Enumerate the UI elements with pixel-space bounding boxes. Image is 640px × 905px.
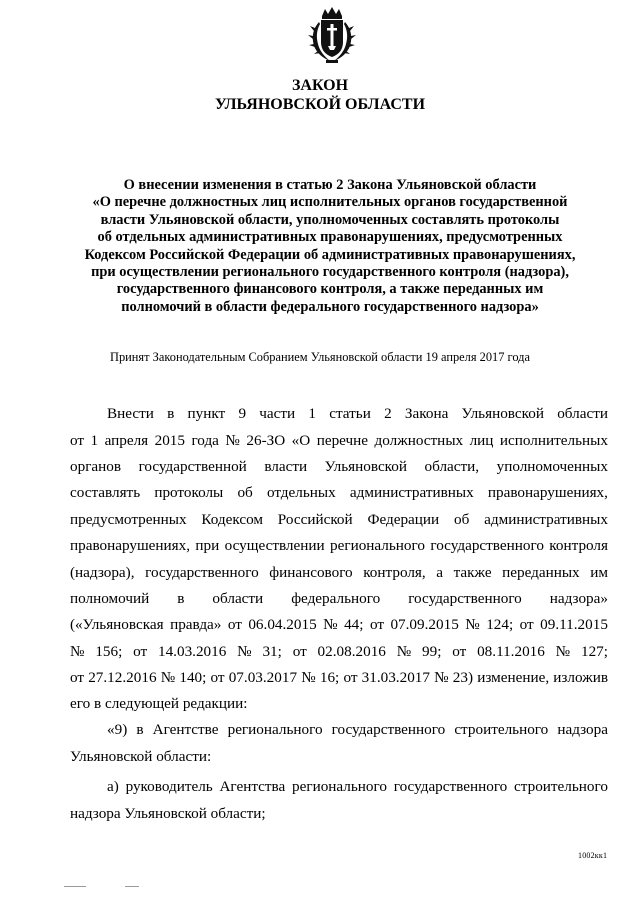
word: регионального [227, 721, 323, 739]
text-line [70, 507, 608, 533]
word: 02.08.2016 [317, 642, 386, 660]
word: надзора» [549, 589, 608, 607]
word: государственной [138, 457, 247, 475]
word: осуществлении [224, 537, 325, 555]
word: 2 [384, 405, 392, 423]
word: изложив [553, 669, 608, 687]
word: 44; [344, 616, 364, 634]
word: Федерации [367, 510, 440, 528]
word: в [167, 405, 175, 423]
word: № [225, 431, 240, 449]
word: от [70, 669, 85, 687]
law-title [0, 76, 640, 114]
word: 140; [179, 669, 207, 687]
word: пункт [187, 405, 226, 423]
text-line [70, 639, 608, 665]
word: № [237, 642, 252, 660]
text-line [70, 454, 608, 480]
text-line [70, 612, 608, 638]
word: должностных [374, 431, 464, 449]
word: а [436, 563, 444, 581]
word: от [369, 616, 384, 634]
word: 124; [486, 616, 514, 634]
word: надзора [557, 721, 608, 739]
coat-of-arms-icon [306, 6, 358, 64]
word: (надзора), [70, 563, 135, 581]
word: 09.11.2015 [540, 616, 608, 634]
word: власти [264, 457, 308, 475]
paragraph-item-a [70, 774, 608, 827]
word: от [519, 616, 534, 634]
word: № [301, 669, 316, 687]
word: строительного [454, 721, 549, 739]
word: апреля [104, 431, 149, 449]
subject-line: об отдельных административных правонарушениях, предусмотренных [97, 229, 563, 246]
text-line [70, 480, 608, 506]
subject-line: власти Ульяновской области, уполномоченных составлять протоколы [100, 211, 560, 228]
footer-line [125, 886, 139, 887]
word: от [70, 431, 85, 449]
word: области [212, 589, 264, 607]
subject-line: государственного финансового контроля, а также переданных им [116, 281, 544, 298]
word: при [195, 537, 220, 555]
subject-line: Кодексом Российской Федерации об административных правонарушениях, [84, 246, 576, 263]
word: изменение, [477, 669, 550, 687]
word: Внести [107, 405, 154, 423]
footer-line [64, 886, 86, 887]
word: 16; [319, 669, 340, 687]
word: им [590, 563, 608, 581]
word: руководитель [125, 778, 213, 796]
word: его в следующей редакции: [70, 695, 248, 713]
word: также [453, 563, 492, 581]
word: лиц [469, 431, 494, 449]
word: федерального [291, 589, 381, 607]
word: контроля [549, 537, 608, 555]
word: государственного [145, 563, 259, 581]
word: 2015 [154, 431, 185, 449]
word: 07.09.2015 [390, 616, 459, 634]
law-title-line2: УЛЬЯНОВСКОЙ ОБЛАСТИ [214, 96, 426, 113]
word: органов [70, 457, 122, 475]
word: Ульяновской области: [70, 747, 212, 765]
word: государственного [331, 721, 446, 739]
word: государственного [393, 778, 508, 796]
text-line [107, 774, 608, 800]
text-line [70, 427, 608, 453]
word: Ульяновской [461, 405, 544, 423]
word: правонарушениях, [70, 537, 191, 555]
word: «О [291, 431, 311, 449]
text-line [70, 665, 608, 691]
word: Закона [404, 405, 449, 423]
text-line [107, 717, 608, 743]
word: от [343, 669, 358, 687]
word: полномочий [70, 589, 150, 607]
word: области, [424, 457, 480, 475]
word: 07.03.2017 [228, 669, 298, 687]
word: от [133, 642, 148, 660]
text-line [70, 691, 608, 717]
word: в [136, 721, 144, 739]
document-ref-code: 1002кк1 [578, 851, 608, 860]
subject-line: полномочий в области федерального государственного надзора» [121, 298, 539, 315]
word: от [292, 642, 307, 660]
word: № [555, 642, 571, 660]
word: части [259, 405, 296, 423]
word: 23) [452, 669, 474, 687]
word: уполномоченных [496, 457, 608, 475]
word: 99; [422, 642, 442, 660]
word: отдельных [266, 484, 336, 502]
word: составлять [70, 484, 141, 502]
word: административных [484, 510, 608, 528]
word: Кодексом [201, 510, 263, 528]
subject-line: «О перечне должностных лиц исполнительных органов государственной [92, 194, 568, 211]
word: 31.03.2017 [361, 669, 430, 687]
word: года [191, 431, 219, 449]
word: 08.11.2016 [477, 642, 545, 660]
word: от [452, 642, 467, 660]
word: № [396, 642, 412, 660]
word: Российской [277, 510, 353, 528]
word: № [160, 669, 176, 687]
word: № [465, 616, 480, 634]
word: № [434, 669, 449, 687]
word: от [227, 616, 242, 634]
word: Ульяновской [324, 457, 408, 475]
word: («Ульяновская [70, 616, 164, 634]
word: 14.03.2016 [157, 642, 227, 660]
word: об [237, 484, 253, 502]
word: 9 [238, 405, 247, 423]
word: исполнительных [499, 431, 608, 449]
word: надзора Ульяновской области; [70, 804, 266, 822]
word: № [323, 616, 338, 634]
text-line [70, 743, 608, 769]
text-line [70, 586, 608, 612]
text-line [70, 533, 608, 559]
word: правонарушениях, [487, 484, 608, 502]
word: 1 [308, 405, 316, 423]
word: «9) [107, 721, 128, 739]
paragraph-main [70, 401, 608, 718]
word: предусмотренных [70, 510, 187, 528]
word: протоколы [154, 484, 224, 502]
paragraph-item-9 [70, 717, 608, 770]
word: от [210, 669, 225, 687]
word: регионального [330, 537, 425, 555]
word: перечне [316, 431, 369, 449]
word: № [70, 642, 85, 660]
adoption-note: Принят Законодательным Собранием Ульяновской области 19 апреля 2017 года [110, 350, 530, 364]
word: а) [107, 778, 119, 796]
text-line [70, 559, 608, 585]
word: переданных [502, 563, 580, 581]
word: области [557, 405, 608, 423]
word: в [177, 589, 185, 607]
word: статьи [329, 405, 371, 423]
word: правда» [170, 616, 222, 634]
word: административных [349, 484, 474, 502]
law-subject [60, 177, 600, 316]
subject-line: при осуществлении регионального государственного контроля (надзора), [91, 264, 569, 281]
word: Агентстве [152, 721, 219, 739]
word: финансового [269, 563, 353, 581]
word: об [453, 510, 470, 528]
word: 127; [580, 642, 608, 660]
word: 27.12.2016 [88, 669, 157, 687]
word: регионального [292, 778, 387, 796]
word: 26-ЗО [246, 431, 286, 449]
text-line [70, 800, 608, 826]
text-line [107, 401, 608, 427]
law-title-line1: ЗАКОН [291, 77, 349, 94]
word: 156; [95, 642, 123, 660]
word: государственного [408, 589, 522, 607]
word: 1 [90, 431, 99, 449]
word: Агентства [219, 778, 286, 796]
word: 06.04.2015 [248, 616, 317, 634]
subject-line: О внесении изменения в статью 2 Закона Ульяновской области [123, 177, 537, 193]
word: строительного [514, 778, 608, 796]
word: государственного [430, 537, 544, 555]
word: 31; [262, 642, 282, 660]
word: контроля, [363, 563, 426, 581]
